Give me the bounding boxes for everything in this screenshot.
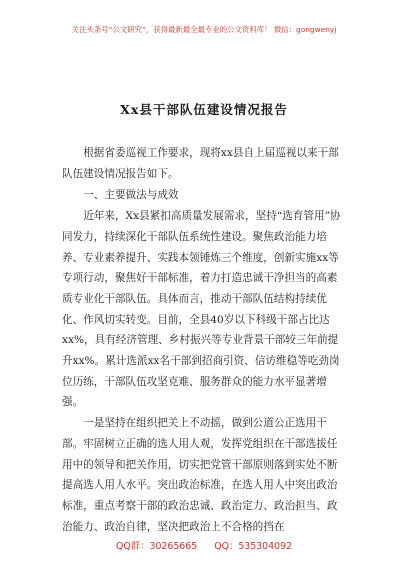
document-title: Xx县干部队伍建设情况报告 [120, 102, 288, 117]
section-heading: 一、主要做法与成效 [83, 189, 179, 202]
footer-contact [0, 538, 408, 552]
intro-paragraph: 根据省委巡视工作要求，现将xx县自上届巡视以来干部队伍建设情况报告如下。 [62, 147, 339, 180]
body-paragraph: 一是坚持在组织把关上不动摇，做到公道公正选用干部。牢固树立正确的选人用人观，发挥党组织在干部选拔任用中的领导和把关作用，切实把党管干部原则落到实处不断提高选人用人水平。突出政治标准，在选人用人中突出政治标准，重点考察干部的政治忠诚、政治定力、政治担当、政治能力、政治自律，坚决把政治上不合格的挡在 [62, 417, 338, 533]
footer-qq: QQ：535304092 [214, 541, 293, 552]
document-body [62, 123, 348, 537]
header-note: 关注头条号“公文研究”，获得最新最全最专业的公文资料库！ 微信：gongwenyj [71, 25, 337, 34]
body-paragraph: 近年来，Xx县紧扣高质量发展需求，坚持“选育管用”协同发力，持续深化干部队伍系统性建设。聚焦政治能力培养、专业素养提升、实践本领锤炼三个维度，创新实施xx等专项行动，聚焦好干部标准，着力打造忠诚干净担当的高素质专业化干部队伍。具体而言，推动干部队伍结构持续优化、作风切实转变。目前，全县40岁以下科级干部占比达xx%，具有经济管理、乡村振兴等专业背景干部较三年前提升xx%。累计选派xx名干部到招商引资、信访维稳等吃劲岗位历练，干部队伍攻坚克难、服务群众的能力水平显著增强。 [62, 210, 341, 409]
footer-qq-group: QQ群：30265665 [115, 541, 198, 552]
